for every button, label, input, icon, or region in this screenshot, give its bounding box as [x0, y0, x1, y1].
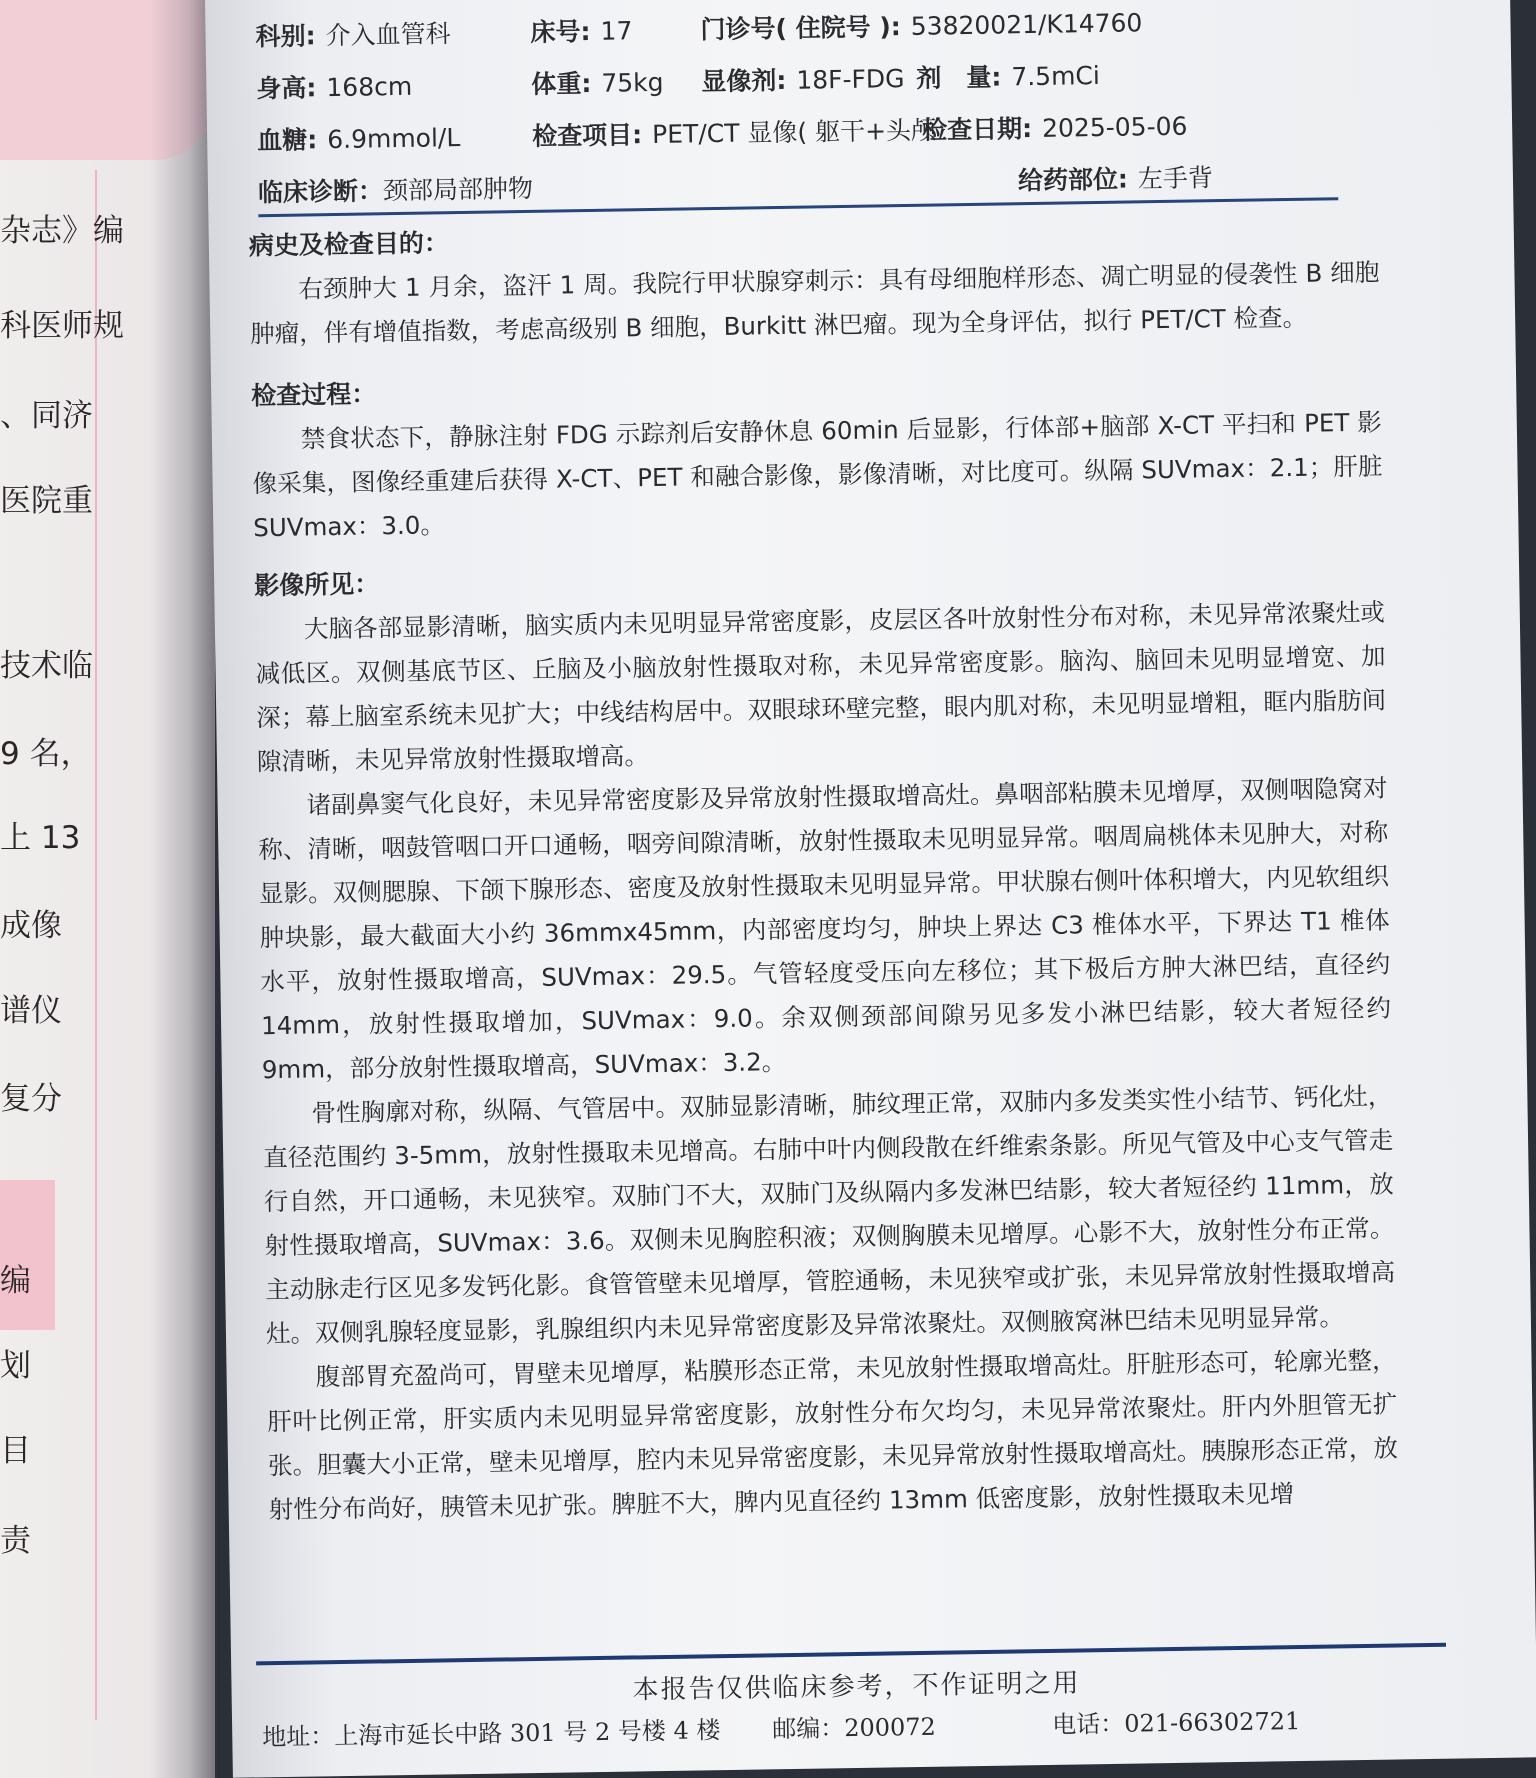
- site-value: 左手背: [1137, 163, 1214, 194]
- history-section: [249, 207, 1381, 357]
- agent-label: 显像剂:: [701, 65, 787, 97]
- left-text-fragment: 成像: [0, 908, 62, 944]
- footer-phone: 电话：021-66302721: [1051, 1707, 1301, 1739]
- report-page: [205, 0, 1536, 1778]
- glucose-label: 血糖:: [256, 125, 318, 156]
- findings-title: 影像所见：: [253, 569, 380, 601]
- dose-label: 剂 量:: [916, 62, 1002, 93]
- header-row-1: [255, 0, 1356, 61]
- diagnosis-value: 颈部局部肿物: [382, 173, 534, 206]
- findings-section: [254, 547, 1399, 1533]
- header-row-3: [257, 104, 1358, 165]
- footer-disclaimer: 本报告仅供临床参考，不作证明之用: [632, 1668, 1081, 1706]
- glucose-value: 6.9mmol/L: [326, 123, 461, 155]
- left-text-fragment: 目: [0, 1433, 31, 1469]
- history-text: 右颈肿大 1 月余，盗汗 1 周。我院行甲状腺穿刺示：具有母细胞样形态、凋亡明显的侵袭性 B 细胞肿瘤，伴有增值指数，考虑高级别 B 细胞，Burkitt 淋巴瘤。现为全身评估，拟行 PET/CT 检查。: [250, 257, 1380, 349]
- left-text-fragment: 杂志》编: [0, 213, 124, 249]
- left-text-fragment: 谱仪: [0, 993, 62, 1029]
- exam-label: 检查项目:: [531, 120, 643, 151]
- findings-paragraph: 大脑各部显影清晰，脑实质内未见明显异常密度影，皮层区各叶放射性分布对称，未见异常浓聚灶或减低区。双侧基底节区、丘脑及小脑放射性摄取对称，未见异常密度影。脑沟、脑回未见明显增宽、加深；幕上脑室系统未见扩大；中线结构居中。双眼球环壁完整，眼内肌对称，未见明显增粗，眶内脂肪间隙清晰，未见异常放射性摄取增高。: [255, 597, 1387, 777]
- height-value: 168cm: [326, 71, 413, 103]
- left-text-fragment: 9 名，: [0, 736, 92, 772]
- bed-value: 17: [600, 16, 633, 46]
- procedure-title: 检查过程：: [250, 379, 377, 411]
- findings-paragraph: 诸副鼻窦气化良好，未见异常密度影及异常放射性摄取增高灶。鼻咽部粘膜未见增厚，双侧咽隐窝对称、清晰，咽鼓管咽口开口通畅，咽旁间隙清晰，放射性摄取未见明显异常。咽周扁桃体未见肿大，对称显影。双侧腮腺、下颌下腺形态、密度及放射性摄取未见明显异常。甲状腺右侧叶体积增大，内见软组织肿块影，最大截面大小约 36mmx45mm，内部密度均匀，肿块上界达 C3 椎体水平，下界达 T1 椎体水平，放射性摄取增高，SUVmax：29.5。气管轻度受压向左移位；其下极后方肿大淋巴结，直径约 14mm，放射性摄取增加，SUVmax：9.0。余双侧颈部间隙另见多发小淋巴结影，较大者短径约 9mm，部分放射性摄取增高，SUVmax：3.2。: [258, 773, 1392, 1085]
- site-label: 给药部位:: [1017, 164, 1129, 196]
- procedure-section: [251, 357, 1384, 551]
- findings-paragraph: 腹部胃充盈尚可，胃壁未见增厚，粘膜形态正常，未见放射性摄取增高灶。肝脏形态可，轮廓光整，肝叶比例正常，肝实质内未见明显异常密度影，放射性分布欠均匀，未见异常浓聚灶。肝内外胆管无扩张。胆囊大小正常，壁未见增厚，腔内未见异常密度影，未见异常放射性摄取增高灶。胰腺形态正常，放射性分布尚好，胰管未见扩张。脾脏不大，脾内见直径约 13mm 低密度影，放射性摄取未见增: [267, 1345, 1399, 1525]
- left-text-fragment: 复分: [0, 1081, 62, 1117]
- left-text-fragment: 、同济: [0, 398, 93, 434]
- weight-label: 体重:: [531, 68, 592, 99]
- agent-value: 18F-FDG: [796, 64, 905, 95]
- left-text-fragment: 划: [0, 1348, 31, 1384]
- procedure-text: 禁食状态下，静脉注射 FDG 示踪剂后安静休息 60min 后显影，行体部+脑部 X-CT 平扫和 PET 影像采集，图像经重建后获得 X-CT、PET 和融合影像，影像清晰，对比度可。纵隔 SUVmax：2.1；肝脏 SUVmax：3.0。: [252, 407, 1383, 543]
- left-text-fragment: 责: [0, 1523, 31, 1559]
- left-text-fragment: 科医师规: [0, 308, 124, 344]
- findings-paragraph: 骨性胸廓对称，纵隔、气管居中。双肺显影清晰，肺纹理正常，双肺内多发类实性小结节、钙化灶，直径范围约 3-5mm，放射性摄取未见增高。右肺中叶内侧段散在纤维索条影。所见气管及中心支气管走行自然，开口通畅，未见狭窄。双肺门不大，双肺门及纵隔内多发淋巴结影，较大者短径约 11mm，放射性摄取增高，SUVmax：3.6。双侧未见胸腔积液；双侧胸膜未见增厚。心影不大，放射性分布正常。主动脉走行区见多发钙化影。食管管壁未见增厚，管腔通畅，未见狭窄或扩张，未见异常放射性摄取增高灶。双侧乳腺轻度显影，乳腺组织内未见异常密度影及异常浓聚灶。双侧腋窝淋巴结未见明显异常。: [262, 1081, 1396, 1349]
- dose-value: 7.5mCi: [1011, 60, 1101, 92]
- dept-label: 科别:: [255, 21, 316, 52]
- dept-value: 介入血管科: [325, 19, 451, 51]
- pink-margin-line: [95, 170, 107, 1720]
- bed-label: 床号:: [530, 16, 591, 47]
- exam-value: PET/CT 显像( 躯干+头颅: [651, 115, 937, 149]
- date-label: 检查日期:: [921, 114, 1033, 145]
- history-title: 病史及检查目的：: [248, 228, 450, 261]
- header-row-2: [256, 52, 1357, 113]
- diagnosis-label: 临床诊断：: [257, 176, 384, 208]
- clinic-label: 门诊号( 住院号 ):: [700, 12, 901, 45]
- weight-value: 75kg: [601, 67, 664, 98]
- clinic-value: 53820021/K14760: [910, 8, 1143, 41]
- left-text-fragment: 上 13: [0, 820, 81, 856]
- left-text-fragment: 技术临: [0, 648, 93, 684]
- left-text-fragment: 编: [0, 1263, 31, 1299]
- footer-postcode: 邮编：200072: [772, 1712, 937, 1744]
- height-label: 身高:: [256, 73, 317, 104]
- left-text-fragment: 医院重: [0, 483, 93, 519]
- date-value: 2025-05-06: [1041, 111, 1188, 143]
- footer-address: 地址：上海市延长中路 301 号 2 号楼 4 楼: [262, 1716, 721, 1752]
